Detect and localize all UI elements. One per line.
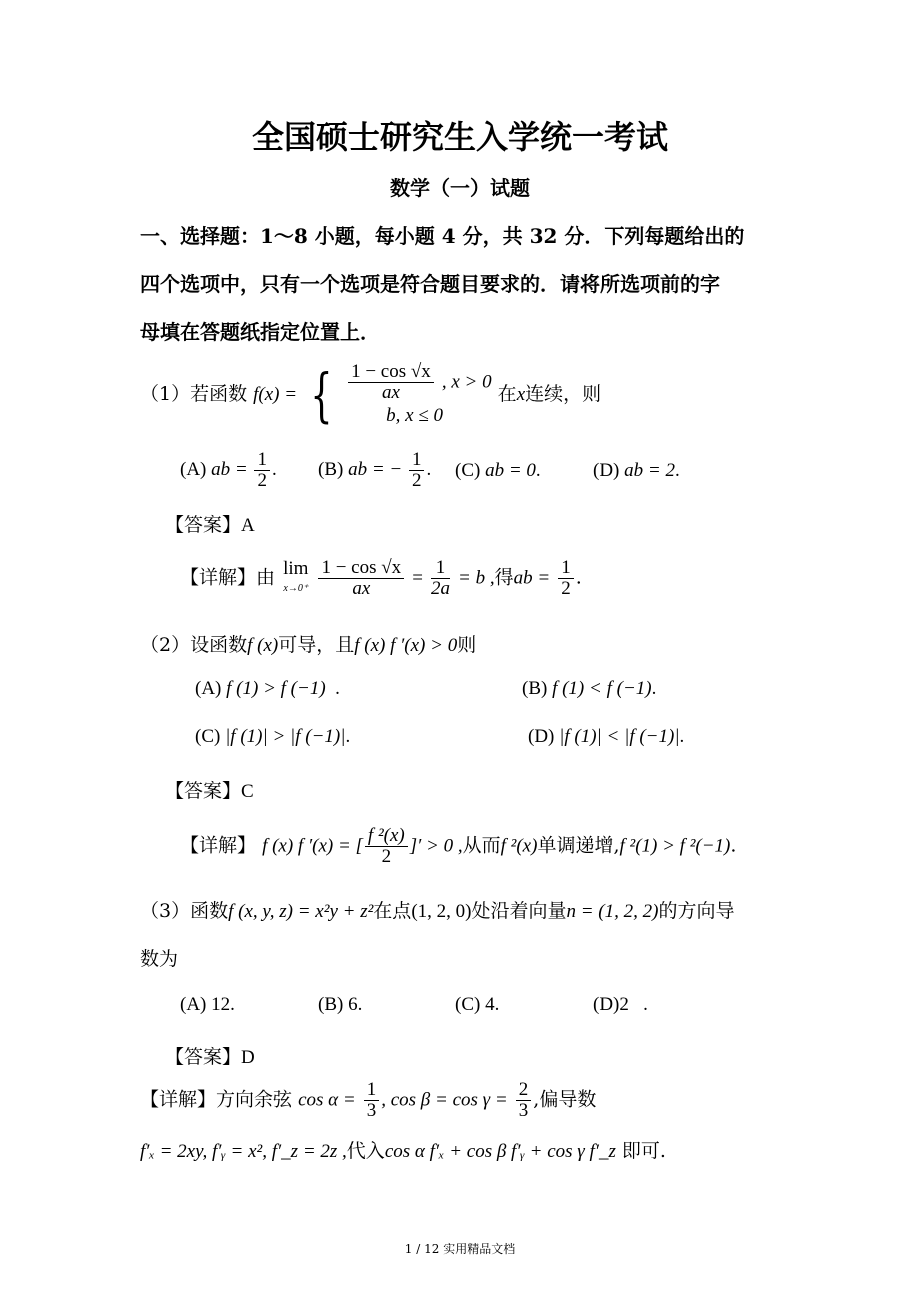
q3-option-b-value: 6 [348, 994, 358, 1015]
question-1 [140, 362, 601, 428]
brace-icon: { [310, 361, 333, 429]
q1-option-a-math: ab = [211, 458, 248, 480]
q3-detail-cos-a: cos α = [298, 1089, 356, 1111]
q1-option-a-num: 1 [254, 450, 270, 471]
q1-case1-den: ax [381, 382, 400, 403]
q1-detail-num-2: 1 [431, 558, 450, 579]
q1-limit [283, 559, 308, 599]
q3-detail-num-2: 2 [516, 1080, 532, 1101]
q1-answer-label: 【答案】 [165, 514, 242, 536]
q2-option-d-label: (D) [528, 726, 555, 747]
q3-option-a-label: (A) [180, 994, 207, 1015]
q1-detail-fraction-2 [431, 558, 450, 599]
q2-detail-den: 2 [381, 846, 392, 867]
q2-mid: 可导，且 [278, 634, 355, 656]
q2-option-c: (C) |f (1)| > |f (−1)|. [195, 726, 351, 747]
section-line-2: 四个选项中，只有一个选项是符合题目要求的．请将所选项前的字 [140, 272, 720, 296]
q2-option-a: (A) f (1) > f (−1) . [195, 678, 340, 699]
q1-detail-mid: = b , [458, 567, 495, 589]
q2-option-d: (D) |f (1)| < |f (−1)|. [528, 726, 685, 747]
q3-answer [165, 1042, 255, 1069]
q1-detail-den-3: 2 [561, 578, 571, 599]
q3-detail-num-1: 1 [364, 1080, 380, 1101]
section-line-1: 一、选择题：1～8 小题，每小题 4 分，共 32 分．下列每题给出的 [140, 224, 745, 248]
q2-option-d-math: |f (1)| < |f (−1)| [559, 726, 680, 747]
q2-detail-num: f ²(x) [365, 826, 408, 847]
q3-option-a: (A) 12. [180, 994, 235, 1015]
q2-detail-label: 【详解】 [180, 834, 257, 857]
q2-cond: f (x) f ′(x) > 0 [354, 635, 458, 656]
q2-detail-text-1: 从而 [462, 834, 501, 857]
q3-detail-fraction-1 [364, 1080, 380, 1121]
q3-tail: 的方向导 [658, 900, 735, 922]
q1-detail-den-2: 2a [431, 578, 450, 599]
q2-detail-text-2: 单调递增, [537, 834, 620, 857]
q1-option-b: (B) ab = − $\frac{1}{2}$ . [318, 449, 432, 491]
q1-option-d-label: (D) [593, 460, 620, 481]
q1-option-d: (D) ab = 2. [593, 460, 680, 481]
q2-detail-fraction [365, 826, 408, 867]
q3-point: (1, 2, 0) [411, 901, 472, 922]
q3-option-a-value: 12 [211, 994, 231, 1015]
q1-tail-var: x [516, 384, 526, 405]
q2-option-a-math: f (1) > f (−1) [226, 678, 326, 699]
q3-detail-den-1: 3 [366, 1100, 377, 1121]
q1-option-b-math: ab = − [348, 458, 403, 480]
q2-option-a-label: (A) [195, 678, 222, 699]
q2-detail-expr-2: ]′ > 0 , [409, 835, 463, 857]
q1-option-a-fraction [254, 450, 270, 491]
q1-detail-num-1: 1 − cos √x [318, 558, 404, 579]
q2-func: f (x) [247, 635, 279, 656]
q3-number: （3）函数 [140, 900, 229, 922]
q1-tail: 在 [497, 383, 517, 405]
q3-detail-partials: f′ₓ = 2xy, f′ᵧ = x², f′_z = 2z , [140, 1141, 347, 1162]
q1-option-c: (C) ab = 0. [455, 460, 541, 481]
q2-answer-value: C [241, 781, 254, 802]
q1-func: f(x) = [253, 384, 298, 405]
question-2 [140, 630, 476, 657]
q1-answer [165, 510, 255, 537]
q3-detail-label: 【详解】方向余弦 [140, 1088, 293, 1111]
q1-option-c-math: ab = 0 [485, 460, 536, 481]
q1-case1-fraction [348, 362, 434, 403]
q1-case1-num: 1 − cos √x [348, 362, 434, 383]
q1-option-b-fraction [409, 450, 425, 491]
q3-detail-den-2: 3 [518, 1100, 529, 1121]
q3-option-d-label: (D) [593, 994, 620, 1015]
q1-answer-value: A [241, 515, 255, 536]
q1-option-b-label: (B) [318, 458, 344, 480]
q1-option-a-den: 2 [257, 470, 267, 491]
q2-number: （2）设函数 [140, 634, 248, 656]
q1-detail-num-3: 1 [558, 558, 574, 579]
q2-option-b-math: f (1) < f (−1) [552, 678, 652, 699]
q3-detail-substitute: 代入 [346, 1140, 385, 1162]
q2-tail: 则 [457, 634, 477, 656]
q1-case1-cond: , x > 0 [441, 371, 492, 393]
q2-detail-expr-4: f ²(1) > f ²(−1) [619, 835, 731, 857]
q2-option-c-label: (C) [195, 726, 221, 747]
q3-func: f (x, y, z) = x²y + z² [228, 901, 374, 922]
q2-option-c-math: |f (1)| > |f (−1)| [225, 726, 346, 747]
q2-detail: 【详解】 f (x) f ′(x) = [ $\frac{\text{f ²(x)}}{2}$ ]′ > 0 ,从而f ²(x)单调递增,f ²(1) > f ²(−1). [180, 825, 737, 867]
q1-detail-get: 得 [494, 566, 514, 589]
q1-option-b-den: 2 [411, 470, 422, 491]
q1-detail-ab: ab = [513, 567, 551, 589]
q1-option-a: (A) ab = $\frac{1}{2}$ . [180, 449, 277, 491]
q1-detail-den-1: ax [352, 578, 371, 599]
q3-option-b: (B) 6. [318, 994, 363, 1015]
q1-case2: b, x ≤ 0 [386, 405, 443, 426]
q3-detail-cos-bg: , cos β = cos γ = [381, 1089, 508, 1111]
q1-tail2: 连续，则 [525, 383, 602, 405]
q1-option-c-label: (C) [455, 460, 481, 481]
q1-number: （1）若函数 [140, 383, 248, 405]
q1-option-b-num: 1 [409, 450, 425, 471]
q1-piecewise [346, 362, 492, 428]
q3-detail-end: 即可. [621, 1140, 666, 1162]
q1-detail-label: 【详解】由 [180, 566, 276, 589]
q2-answer [165, 776, 254, 803]
page-subtitle: 数学（一）试题 [390, 176, 530, 200]
q3-mid-1: 在点 [373, 900, 412, 922]
q2-option-b: (B) f (1) < f (−1). [522, 678, 657, 699]
q3-answer-label: 【答案】 [165, 1046, 242, 1068]
question-3 [140, 896, 734, 923]
q1-lim: lim [283, 557, 309, 579]
q1-lim-sub: x→0⁺ [283, 582, 309, 594]
q3-mid-2: 处沿着向量 [471, 900, 567, 922]
q3-option-b-label: (B) [318, 994, 344, 1015]
page-footer: 1 / 12 实用精品文档 [404, 1242, 516, 1256]
q3-option-d: (D)2 . [593, 994, 648, 1015]
q3-detail-fraction-2 [516, 1080, 532, 1121]
q1-option-d-math: ab = 2 [624, 460, 675, 481]
q1-detail-eq: = [412, 567, 423, 589]
q3-option-d-value: 2 [619, 994, 629, 1015]
q3-detail-tail: ,偏导数 [533, 1088, 597, 1111]
q3-option-c-label: (C) [455, 994, 481, 1015]
q1-detail-fraction-1 [318, 558, 404, 599]
q2-answer-label: 【答案】 [165, 780, 242, 802]
q2-detail-expr: f (x) f ′(x) = [ [262, 835, 363, 857]
q3-line-2: 数为 [140, 948, 179, 970]
q1-option-a-label: (A) [180, 458, 207, 480]
q3-detail-line-2 [140, 1136, 666, 1163]
q3-option-c: (C) 4. [455, 994, 500, 1015]
page-title: 全国硕士研究生入学统一考试 [251, 118, 668, 156]
q2-detail-expr-3: f ²(x) [500, 835, 538, 857]
q1-detail-fraction-3 [558, 558, 574, 599]
q2-option-b-label: (B) [522, 678, 548, 699]
q1-detail: 【详解】由 lim x→0⁺ $\frac{1 - \cos √x}{ax}$ = $\frac{1}{2a}$ = b ,得ab = $\frac{1}{2}$ . [180, 557, 582, 599]
q3-option-c-value: 4 [485, 994, 495, 1015]
q3-answer-value: D [241, 1047, 255, 1068]
q3-detail [140, 1080, 596, 1121]
q3-detail-combination: cos α f′ₓ + cos β f′ᵧ + cos γ f′_z [384, 1141, 616, 1162]
section-line-3: 母填在答题纸指定位置上． [140, 320, 380, 344]
q3-vector: n = (1, 2, 2) [566, 901, 659, 922]
